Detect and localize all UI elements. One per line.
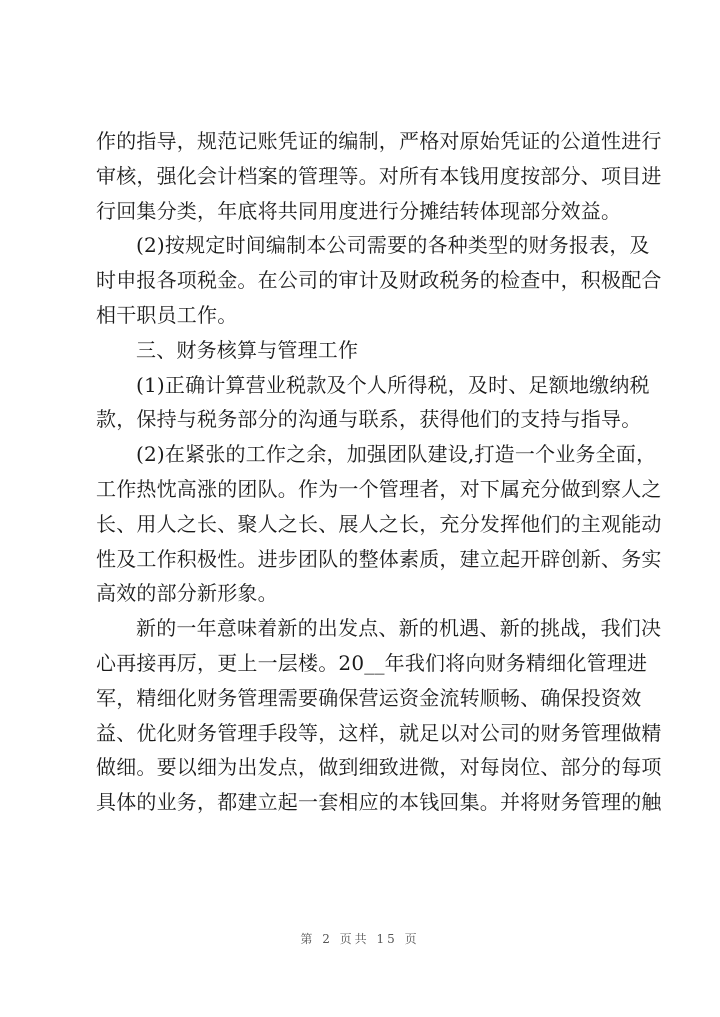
text-line: 益、优化财务管理手段等，这样，就足以对公司的财务管理做精 <box>96 720 662 745</box>
text-line: 高效的部分新形象。 <box>96 581 278 606</box>
text-line: 工作热忱高涨的团队。作为一个管理者，对下属充分做到察人之 <box>96 476 662 501</box>
section-heading: 三、财务核算与管理工作 <box>136 337 359 362</box>
text-line: 军，精细化财务管理需要确保营运资金流转顺畅、确保投资效 <box>96 685 642 710</box>
text-line: 相干职员工作。 <box>96 302 238 327</box>
page-number-footer: 第 2 页共 15 页 <box>300 932 420 946</box>
text-line: 作的指导，规范记账凭证的编制，严格对原始凭证的公道性进行 <box>96 129 662 153</box>
text-line: (2)在紧张的工作之余，加强团队建设,打造一个业务全面， <box>136 442 657 467</box>
text-line: 做细。要以细为出发点，做到细致进微，对每岗位、部分的每项 <box>96 755 662 780</box>
text-line: 款，保持与税务部分的沟通与联系，获得他们的支持与指导。 <box>96 407 642 432</box>
text-line: 审核，强化会计档案的管理等。对所有本钱用度按部分、项目进 <box>96 163 662 188</box>
text-line: 行回集分类，年底将共同用度进行分摊结转体现部分效益。 <box>96 198 622 223</box>
text-line: 性及工作积极性。进步团队的整体素质，建立起开辟创新、务实 <box>96 546 662 571</box>
text-line: 具体的业务，都建立起一套相应的本钱回集。并将财务管理的触 <box>96 790 662 815</box>
text-line: (2)按规定时间编制本公司需要的各种类型的财务报表，及 <box>136 233 650 258</box>
text-line: 时申报各项税金。在公司的审计及财政税务的检查中，积极配合 <box>96 268 662 293</box>
text-line: (1)正确计算营业税款及个人所得税，及时、足额地缴纳税 <box>136 372 650 397</box>
document-body <box>96 124 662 820</box>
text-line: 长、用人之长、聚人之长、展人之长，充分发挥他们的主观能动 <box>96 511 662 536</box>
text-line: 心再接再厉，更上一层楼。20__年我们将向财务精细化管理进 <box>96 650 648 675</box>
text-line: 新的一年意味着新的出发点、新的机遇、新的挑战，我们决 <box>136 616 662 641</box>
